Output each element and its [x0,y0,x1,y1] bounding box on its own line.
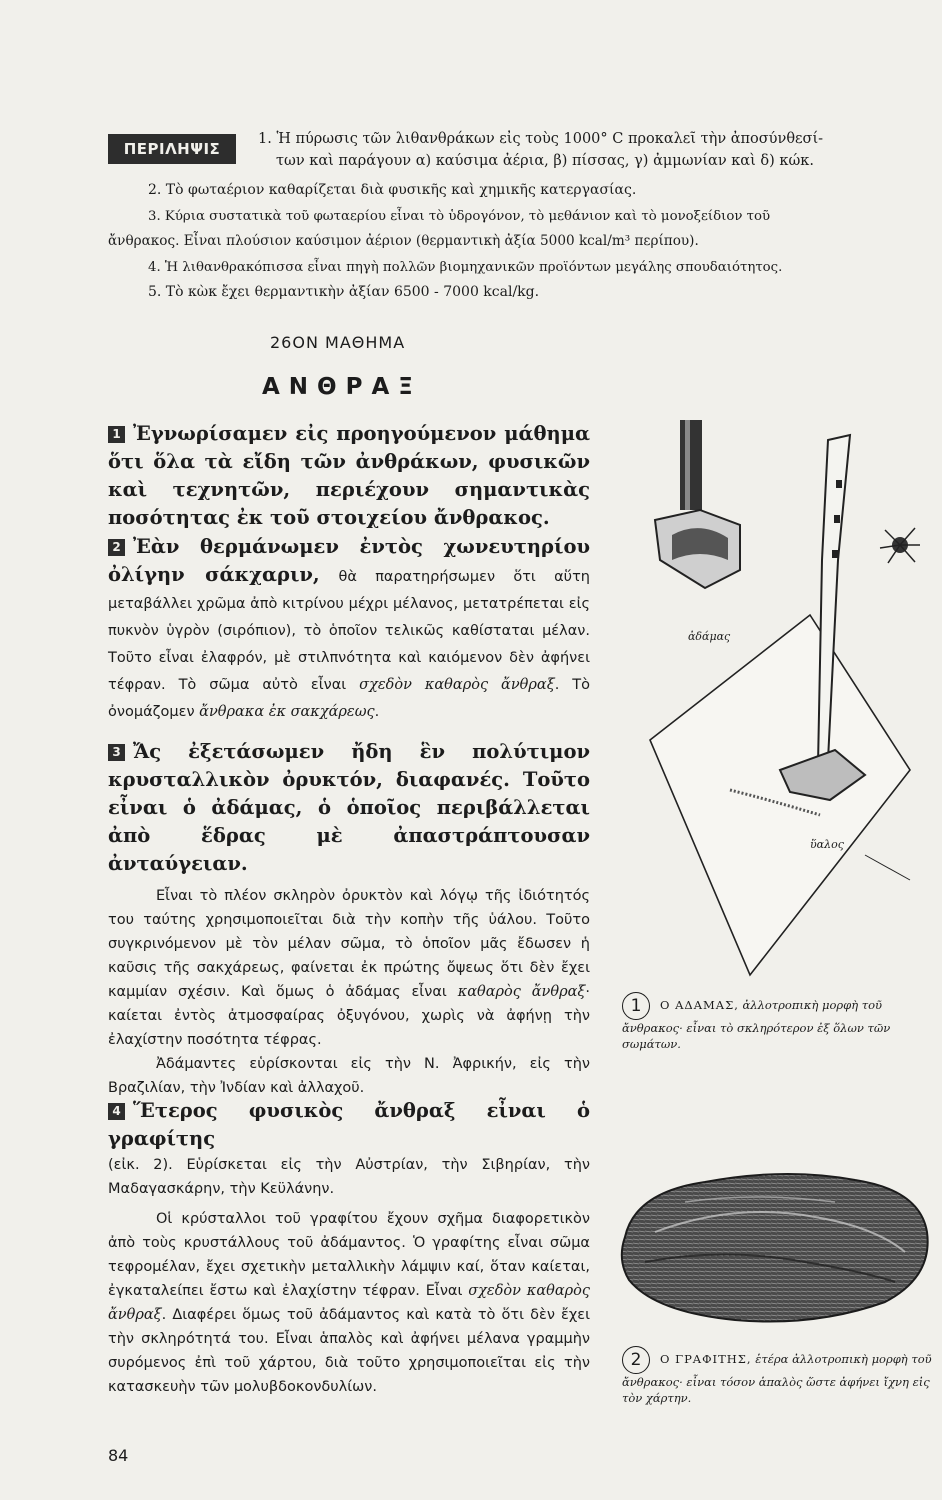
section-3-text-a: Εἶναι τὸ πλέον σκληρὸν ὀρυκτὸν καὶ λόγῳ τῆς ἰδιότητός του ταύτης χρησιμοποιεῖται διὰ τὴν κοπὴν τῆς ὑάλου. Τοῦτο συγκρινόμενον μὲ τὸν μέλαν σῶμα, τὸ ὁποῖον μᾶς ἔδωσεν ἡ καῦσις τῆς σακχάρεως, φαίνεται ἐκ πρώτης ὄψεως ὅτι δὲν ἔχει καμμίαν σχέσιν. Καὶ ὅμως ὁ ἀδάμας εἶναι [108,888,590,1000]
summary-line-2: των καὶ παράγουν α) καύσιμα ἀέρια, β) πίσσας, γ) ἀμμωνίαν καὶ δ) κώκ. [276,153,814,169]
page-number: 84 [108,1446,129,1465]
section-1 [108,420,590,532]
section-2-italic-2: ἄνθρακα ἐκ σακχάρεως [199,704,375,720]
section-number-badge: 4 [108,1103,125,1120]
summary-line-1: 1. Ἡ πύρωσις τῶν λιθανθράκων εἰς τοὺς 1000° C προκαλεῖ τὴν ἀποσύνθεσί- [258,131,824,147]
summary-line-6: 4. Ἡ λιθανθρακόπισσα εἶναι πηγὴ πολλῶν βιομηχανικῶν προϊόντων μεγάλης σπουδαιότητος. [148,260,783,275]
figure-2-number: 2 [622,1346,650,1374]
section-2-text: θὰ παρατηρήσωμεν ὅτι αὕτη μεταβάλλει χρῶμα ἀπὸ κιτρίνου μέχρι μέλανος, μετατρέπεται εἰς πυκνὸν ὑγρὸν (σιρόπιον), τὸ ὁποῖον τελικῶς καθίσταται μέλαν. Τοῦτο εἶναι ἐλαφρόν, μὲ στιλπνότητα καὶ καιόμενον δὲν ἀφήνει τέφραν. Τὸ σῶμα αὐτὸ εἶναι [108,569,590,693]
figure-2-caption [622,1346,934,1406]
glass-sheet [650,615,910,975]
lesson-title: ΑΝΘΡΑΞ [262,374,422,400]
section-1-text: Ἐγνωρίσαμεν εἰς προηγούμενον μάθημα ὅτι ὅλα τὰ εἴδη τῶν ἀνθράκων, φυσικῶν καὶ τεχνητῶν, περιέχουν σημαντικὰς ποσότητας ἐκ τοῦ στοιχείου ἄνθρακος. [108,422,590,529]
summary-line-4: 3. Κύρια συστατικὰ τοῦ φωταερίου εἶναι τὸ ὑδρογόνον, τὸ μεθάνιον καὶ τὸ μονοξείδιον τοῦ [148,209,771,224]
graphite-rock [622,1174,928,1322]
figure-1-caption-text: ἀλλοτροπικὴ μορφὴ τοῦ ἄνθρακος· εἶναι τὸ σκληρότερον ἐξ ὅλων τῶν σωμάτων. [622,998,891,1051]
section-3-italic: καθαρὸς ἄνθραξ [457,984,586,1000]
section-3 [108,738,590,1100]
figure-2-caption-text: ἑτέρα ἀλλοτροπικὴ μορφὴ τοῦ ἄνθρακος· εἶναι τόσον ἁπαλὸς ὥστε ἀφήνει ἴχνη εἰς τὸν χάρτην. [622,1352,932,1405]
summary-line-3: 2. Τὸ φωταέριον καθαρίζεται διὰ φυσικῆς καὶ χημικῆς κατεργασίας. [148,182,637,198]
summary-line-7: 5. Τὸ κὼκ ἔχει θερμαντικὴν ἀξίαν 6500 - 7000 kcal/kg. [148,284,540,300]
glass-label: ὕαλος [810,838,844,851]
section-4-text-a: Οἱ κρύσταλλοι τοῦ γραφίτου ἔχουν σχῆμα διαφορετικὸν ἀπὸ τοὺς κρυστάλλους τοῦ ἀδάμαντος. Ὁ γραφίτης εἶναι σῶμα τεφρομέλαν, ἔχει σχετικὴν μεταλλικὴν λάμψιν καί, ὅταν καίεται, ἐγκαταλείπει ἔστω καὶ ἐλαχίστην τέφραν. Εἶναι [108,1211,590,1299]
summary-line-5: ἄνθρακος. Εἶναι πλούσιον καύσιμον ἀέριον (θερμαντικὴ ἀξία 5000 kcal/m³ περίπου). [108,233,699,249]
glass-pointer [865,855,910,880]
figure-2-caption-head: Ο ΓΡΑΦΙΤΗΣ, [660,1352,752,1366]
section-3-locations: Ἀδάμαντες εὑρίσκονται εἰς τὴν Ν. Ἀφρικήν, εἰς τὴν Βραζιλίαν, τὴν Ἰνδίαν καὶ ἀλλαχοῦ. [108,1056,590,1096]
section-2-mid: . Τὸ ὀνομάζομεν [108,677,591,720]
diamond-tip [880,528,920,563]
section-2-lead: Ἐὰν θερμάνωμεν ἐντὸς χωνευτηρίου ὀλίγην σάκχαριν, [108,535,590,586]
cutter-handle [680,420,702,510]
section-4 [108,1097,590,1399]
section-4-text-b: . Διαφέρει ὅμως τοῦ ἀδάμαντος καὶ κατὰ τὸ ὅτι δὲν ἔχει τὴν σκληρότητά του. Εἶναι ἁπαλὸς καὶ ἀφήνει μέλανα γραμμὴν συρόμενος ἐπὶ τοῦ χάρτου, διὰ τοῦτο χρησιμοποιεῖται εἰς τὴν κατασκευὴν τῶν μολυβδοκονδυλίων. [108,1307,590,1395]
section-number-badge: 2 [108,539,125,556]
section-2 [108,533,590,726]
lesson-number: 26ΟΝ ΜΑΘΗΜΑ [270,333,406,352]
section-3-text-b: · καίεται ἐντὸς ἀτμοσφαίρας ὀξυγόνου, χωρὶς νὰ ἀφήνῃ τὴν ἐλαχίστην ποσότητα τέφρας. [108,984,591,1048]
section-number-badge: 3 [108,744,125,761]
section-2-italic-1: σχεδὸν καθαρὸς ἄνθραξ [359,677,555,693]
graphite-illustration [615,1162,935,1332]
figure-1-caption [622,992,934,1052]
section-4-italic: σχεδὸν καθαρὸς ἄνθραξ [108,1283,591,1323]
diamond-cutter-illustration [610,420,940,980]
section-4-locations: (εἰκ. 2). Εὑρίσκεται εἰς τὴν Αὐστρίαν, τὴν Σιβηρίαν, τὴν Μαδαγασκάρην, τὴν Κεϋλάνην. [108,1157,590,1197]
figure-1-caption-head: Ο ΑΔΑΜΑΣ, [660,998,739,1012]
section-4-lead: Ἕτερος φυσικὸς ἄνθραξ εἶναι ὁ γραφίτης [108,1099,590,1150]
diamond-label: ἀδάμας [688,630,731,643]
figure-1-number: 1 [622,992,650,1020]
section-3-lead: Ἄς ἐξετάσωμεν ἤδη ἓν πολύτιμον κρυσταλλικὸν ὀρυκτόν, διαφανές. Τοῦτο εἶναι ὁ ἀδάμας, ὁ ὁποῖος περιβάλλεται ἀπὸ ἕδρας μὲ ἀπαστράπτουσαν ἀνταύγειαν. [108,740,590,875]
section-number-badge: 1 [108,426,125,443]
summary-badge: ΠΕΡΙΛΗΨΙΣ [108,134,236,164]
section-2-end: . [374,704,380,720]
